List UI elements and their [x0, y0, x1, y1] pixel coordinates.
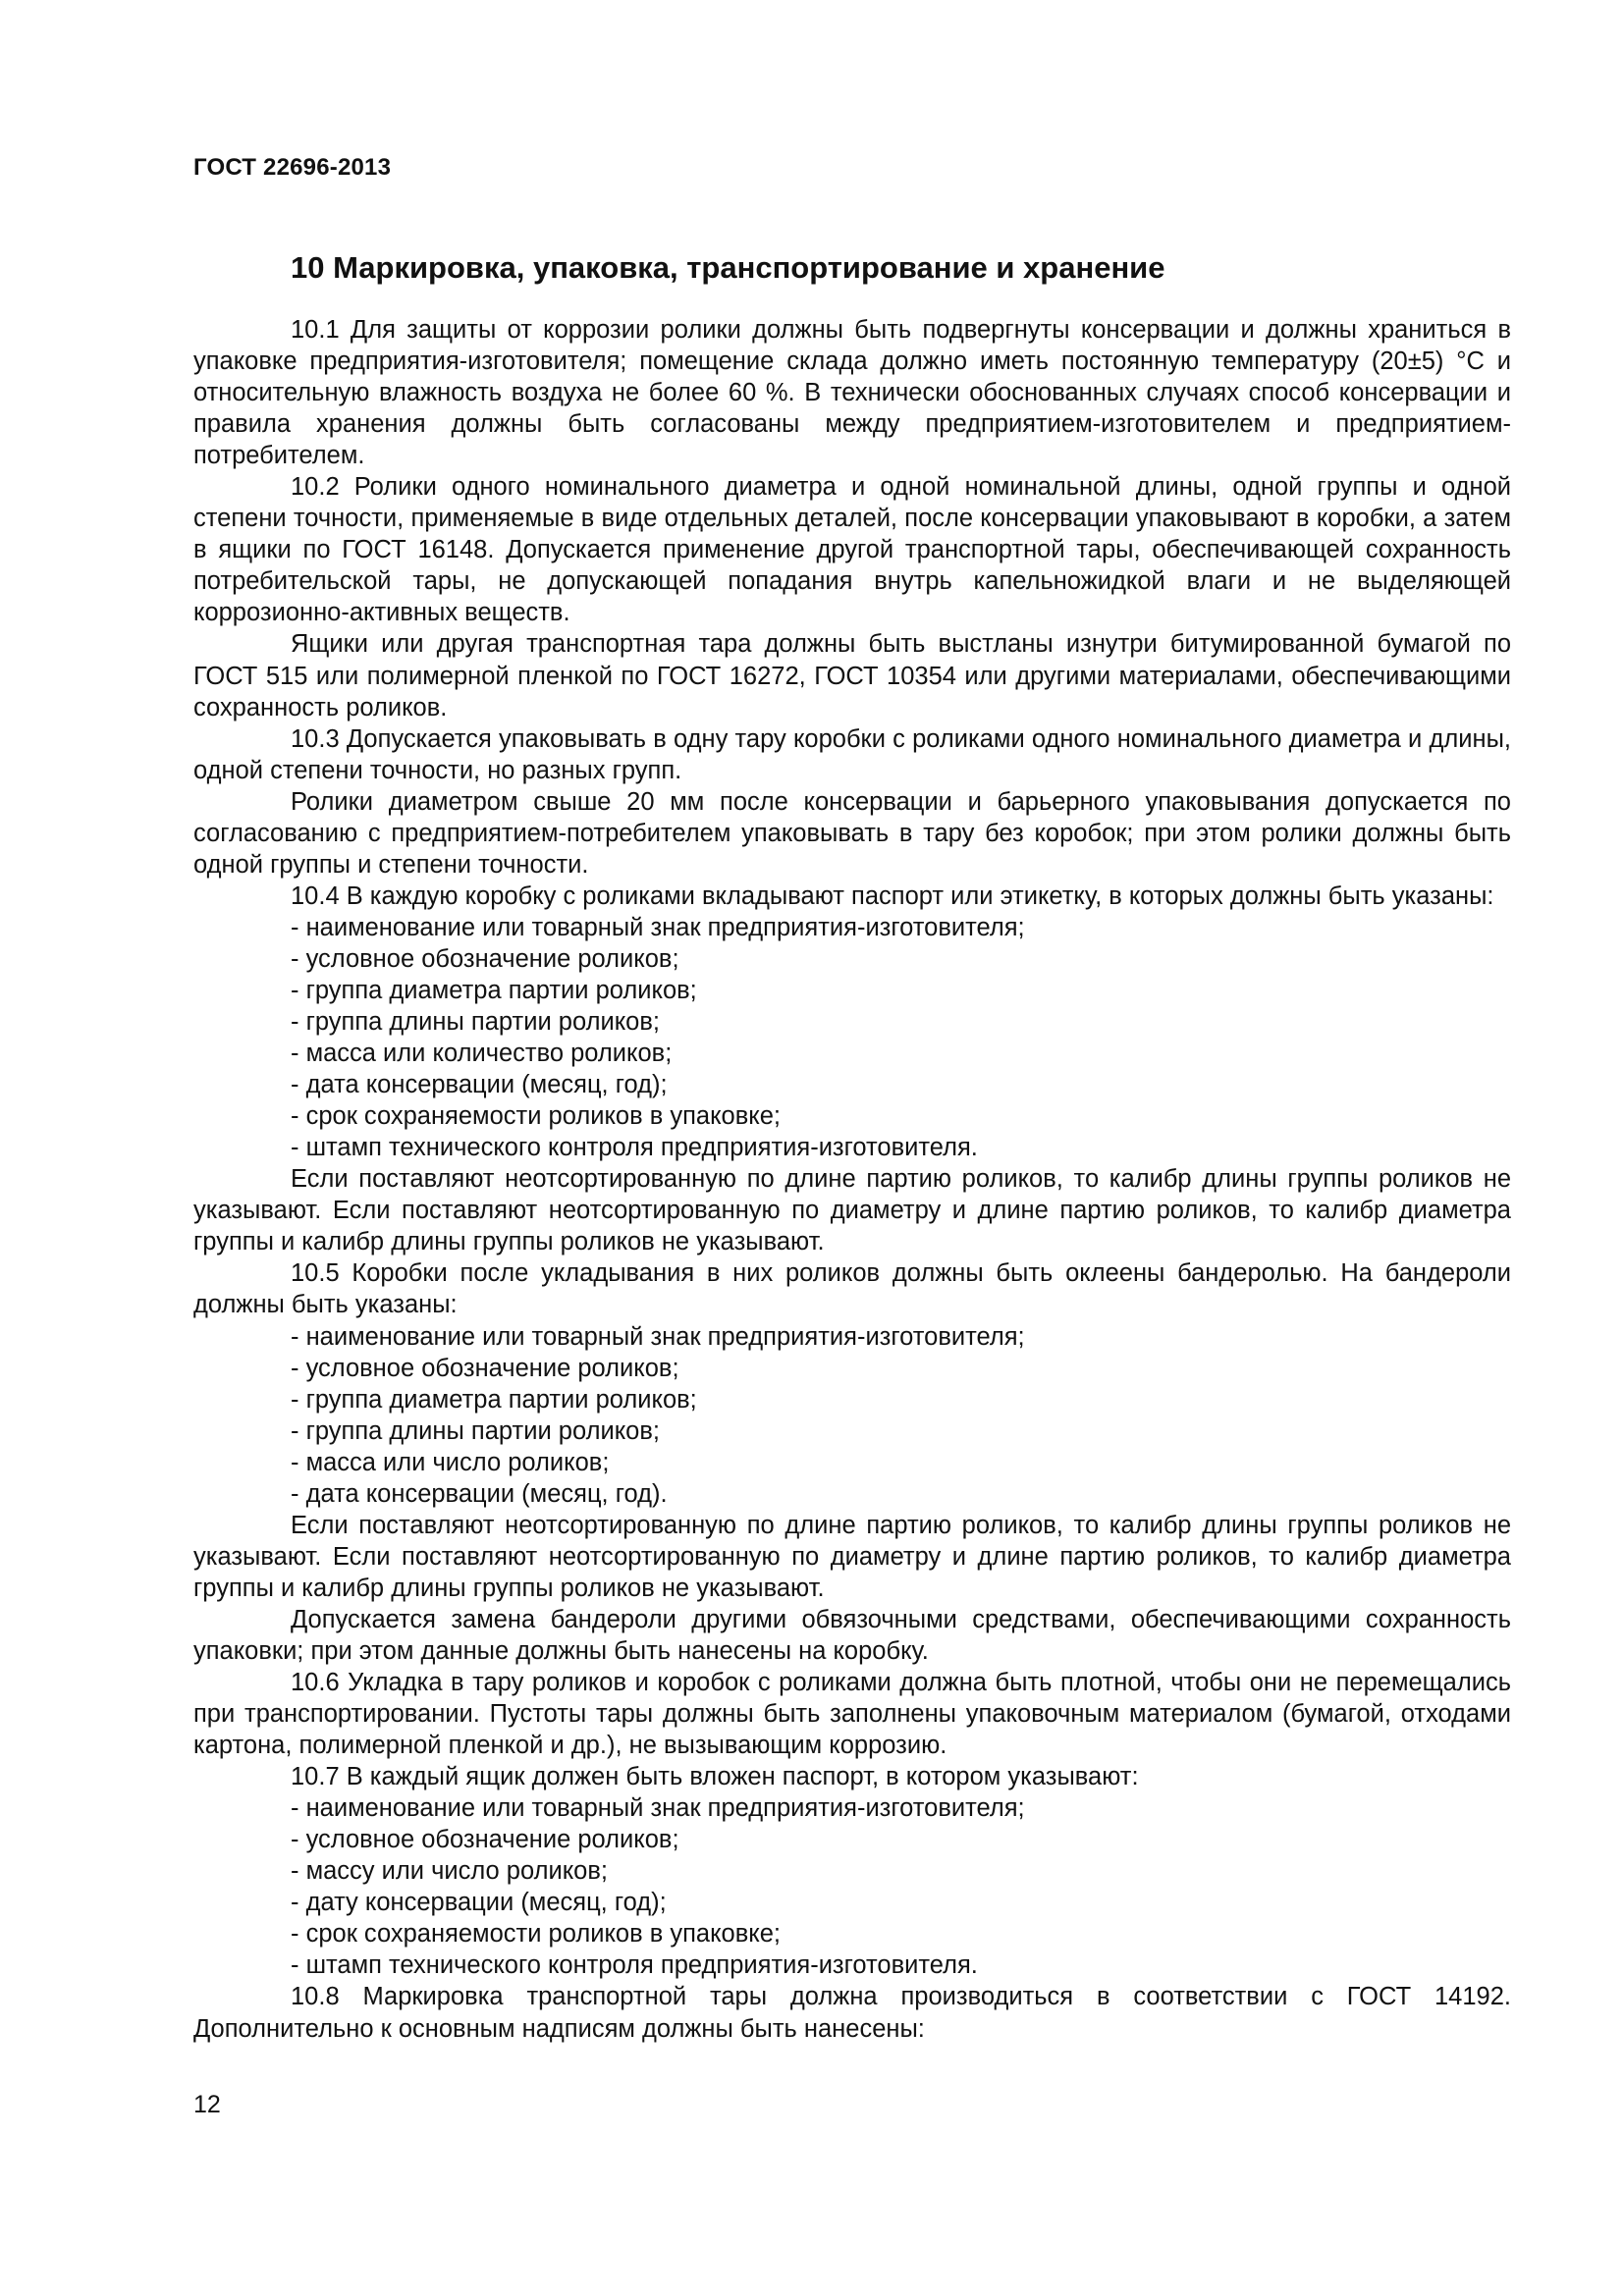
- list-item: - срок сохраняемости роликов в упаковке;: [291, 1102, 781, 1131]
- paragraph-10-2: 10.2 Ролики одного номинального диаметра и одной номинальной длины, одной группы и одной степени точности, применяемые в виде отдельных деталей, после консервации упаковывают в коробки, а затем в ящики по ГОСТ 16148. Допускается применение другой транспортной тары, обеспечивающей сохранность потребительской тары, не допускающей попадания внутрь капельножидкой влаги и не выделяющей коррозионно-активных веществ.: [193, 473, 1511, 627]
- list-item: - массу или число роликов;: [291, 1857, 608, 1886]
- list-item: - дату консервации (месяц, год);: [291, 1889, 667, 1917]
- page-number: 12: [193, 2091, 221, 2118]
- list-10-5: [193, 1321, 1511, 1510]
- list-item: - дата консервации (месяц, год);: [291, 1071, 668, 1099]
- paragraph-10-4: 10.4 В каждую коробку с роликами вкладывают паспорт или этикетку, в которых должны быть указаны:: [291, 881, 1494, 910]
- list-item: - наименование или товарный знак предприятия-изготовителя;: [291, 1794, 1025, 1823]
- list-item: - масса или количество роликов;: [291, 1040, 673, 1068]
- paragraph-10-3: 10.3 Допускается упаковывать в одну тару коробки с роликами одного номинального диаметра и длины, одной степени точности, но разных групп.: [193, 724, 1511, 784]
- list-item: - срок сохраняемости роликов в упаковке;: [291, 1920, 781, 1949]
- list-item: - группа длины партии роликов;: [291, 1008, 660, 1037]
- paragraph-10-7: 10.7 В каждый ящик должен быть вложен паспорт, в котором указывают:: [291, 1763, 1139, 1791]
- list-item: - штамп технического контроля предприятия-изготовителя.: [291, 1134, 978, 1162]
- list-10-7: [193, 1792, 1511, 1981]
- list-item: - группа диаметра партии роликов;: [291, 1385, 697, 1414]
- document-body: [193, 314, 1511, 2045]
- paragraph-10-2-packaging: Ящики или другая транспортная тара должны быть выстланы изнутри битумированной бумагой по ГОСТ 515 или полимерной пленкой по ГОСТ 16272, ГОСТ 10354 или другими материалами, обеспечивающими сохранность роликов.: [193, 630, 1511, 721]
- document-code: ГОСТ 22696-2013: [193, 154, 392, 181]
- section-title: 10 Маркировка, упаковка, транспортирование и хранение: [291, 250, 1165, 285]
- list-10-4: [193, 912, 1511, 1163]
- paragraph-10-5: 10.5 Коробки после укладывания в них роликов должны быть оклеены бандеролью. На бандероли должны быть указаны:: [193, 1259, 1511, 1319]
- list-item: - наименование или товарный знак предприятия-изготовителя;: [291, 913, 1025, 941]
- paragraph-10-6: 10.6 Укладка в тару роликов и коробок с роликами должна быть плотной, чтобы они не перемещались при транспортировании. Пустоты тары должны быть заполнены упаковочным материалом (бумагой, отходами картона, полимерной пленкой и др.), не вызывающим коррозию.: [193, 1669, 1511, 1760]
- list-item: - штамп технического контроля предприятия-изготовителя.: [291, 1951, 978, 1980]
- list-item: - масса или число роликов;: [291, 1448, 610, 1476]
- list-item: - условное обозначение роликов;: [291, 944, 679, 973]
- list-item: - условное обозначение роликов;: [291, 1354, 679, 1382]
- paragraph-10-8: 10.8 Маркировка транспортной тары должна производиться в соответствии с ГОСТ 14192. Дополнительно к основным надписям должны быть нанесены:: [193, 1983, 1511, 2043]
- list-item: - дата консервации (месяц, год).: [291, 1479, 668, 1508]
- paragraph-10-1: 10.1 Для защиты от коррозии ролики должны быть подвергнуты консервации и должны храниться в упаковке предприятия-изготовителя; помещение склада должно иметь постоянную температуру (20±5) °С и относительную влажность воздуха не более 60 %. В технически обоснованных случаях способ консервации и правила хранения должны быть согласованы между предприятием-изготовителем и предприятием-потребителем.: [193, 316, 1511, 470]
- paragraph-10-4-unsorted: Если поставляют неотсортированную по длине партию роликов, то калибр длины группы роликов не указывают. Если поставляют неотсортированную по диаметру и длине партию роликов, то калибр диаметра группы и калибр длины группы роликов не указывают.: [193, 1165, 1511, 1256]
- list-item: - группа длины партии роликов;: [291, 1416, 660, 1445]
- list-item: - группа диаметра партии роликов;: [291, 976, 697, 1004]
- paragraph-10-5-unsorted: Если поставляют неотсортированную по длине партию роликов, то калибр длины группы роликов не указывают. Если поставляют неотсортированную по диаметру и длине партию роликов, то калибр диаметра группы и калибр длины группы роликов не указывают.: [193, 1511, 1511, 1602]
- list-item: - наименование или товарный знак предприятия-изготовителя;: [291, 1322, 1025, 1351]
- paragraph-10-3-large-rollers: Ролики диаметром свыше 20 мм после консервации и барьерного упаковывания допускается по согласованию с предприятием-потребителем упаковывать в тару без коробок; при этом ролики должны быть одной группы и степени точности.: [193, 787, 1511, 879]
- list-item: - условное обозначение роликов;: [291, 1826, 679, 1854]
- paragraph-10-5-banderole: Допускается замена бандероли другими обвязочными средствами, обеспечивающими сохранность упаковки; при этом данные должны быть нанесены на коробку.: [193, 1605, 1511, 1665]
